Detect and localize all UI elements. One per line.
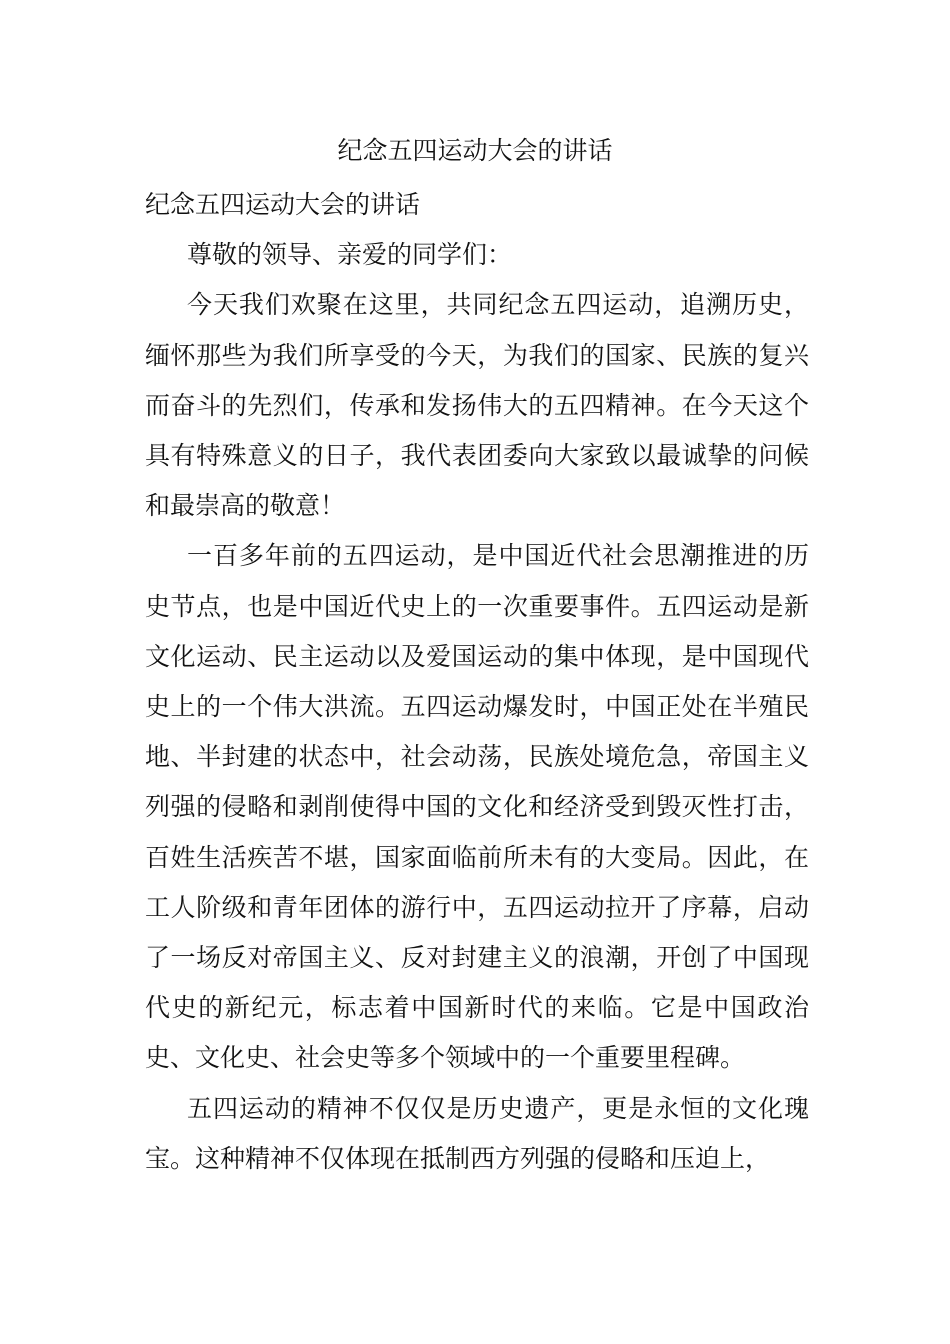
document-subtitle: 纪念五四运动大会的讲话 [145, 190, 421, 219]
greeting: 尊敬的领导、亲爱的同学们： [187, 240, 513, 270]
paragraph: 一百多年前的五四运动，是中国近代社会思潮推进的历史节点，也是中国近代史上的一次重要事件。五四运动是新文化运动、民主运动以及爱国运动的集中体现，是中国现代史上的一个伟大洪流。五四运动爆发时，中国正处在半殖民地、半封建的状态中，社会动荡，民族处境危急，帝国主义列强的侵略和剥削使得中国的文化和经济受到毁灭性打击，百姓生活疾苦不堪，国家面临前所未有的大变局。因此，在工人阶级和青年团体的游行中，五四运动拉开了序幕，启动了一场反对帝国主义、反对封建主义的浪潮，开创了中国现代史的新纪元，标志着中国新时代的来临。它是中国政治史、文化史、社会史等多个领域中的一个重要里程碑。 [145, 541, 809, 1073]
document-title: 纪念五四运动大会的讲话 [337, 136, 613, 165]
document-body [145, 180, 809, 1184]
paragraph: 五四运动的精神不仅仅是历史遗产，更是永恒的文化瑰宝。这种精神不仅体现在抵制西方列强的侵略和压迫上， [145, 1093, 809, 1173]
paragraph: 今天我们欢聚在这里，共同纪念五四运动，追溯历史，缅怀那些为我们所享受的今天，为我们的国家、民族的复兴而奋斗的先烈们，传承和发扬伟大的五四精神。在今天这个具有特殊意义的日子，我代表团委向大家致以最诚挚的问候和最崇高的敬意！ [145, 290, 809, 521]
